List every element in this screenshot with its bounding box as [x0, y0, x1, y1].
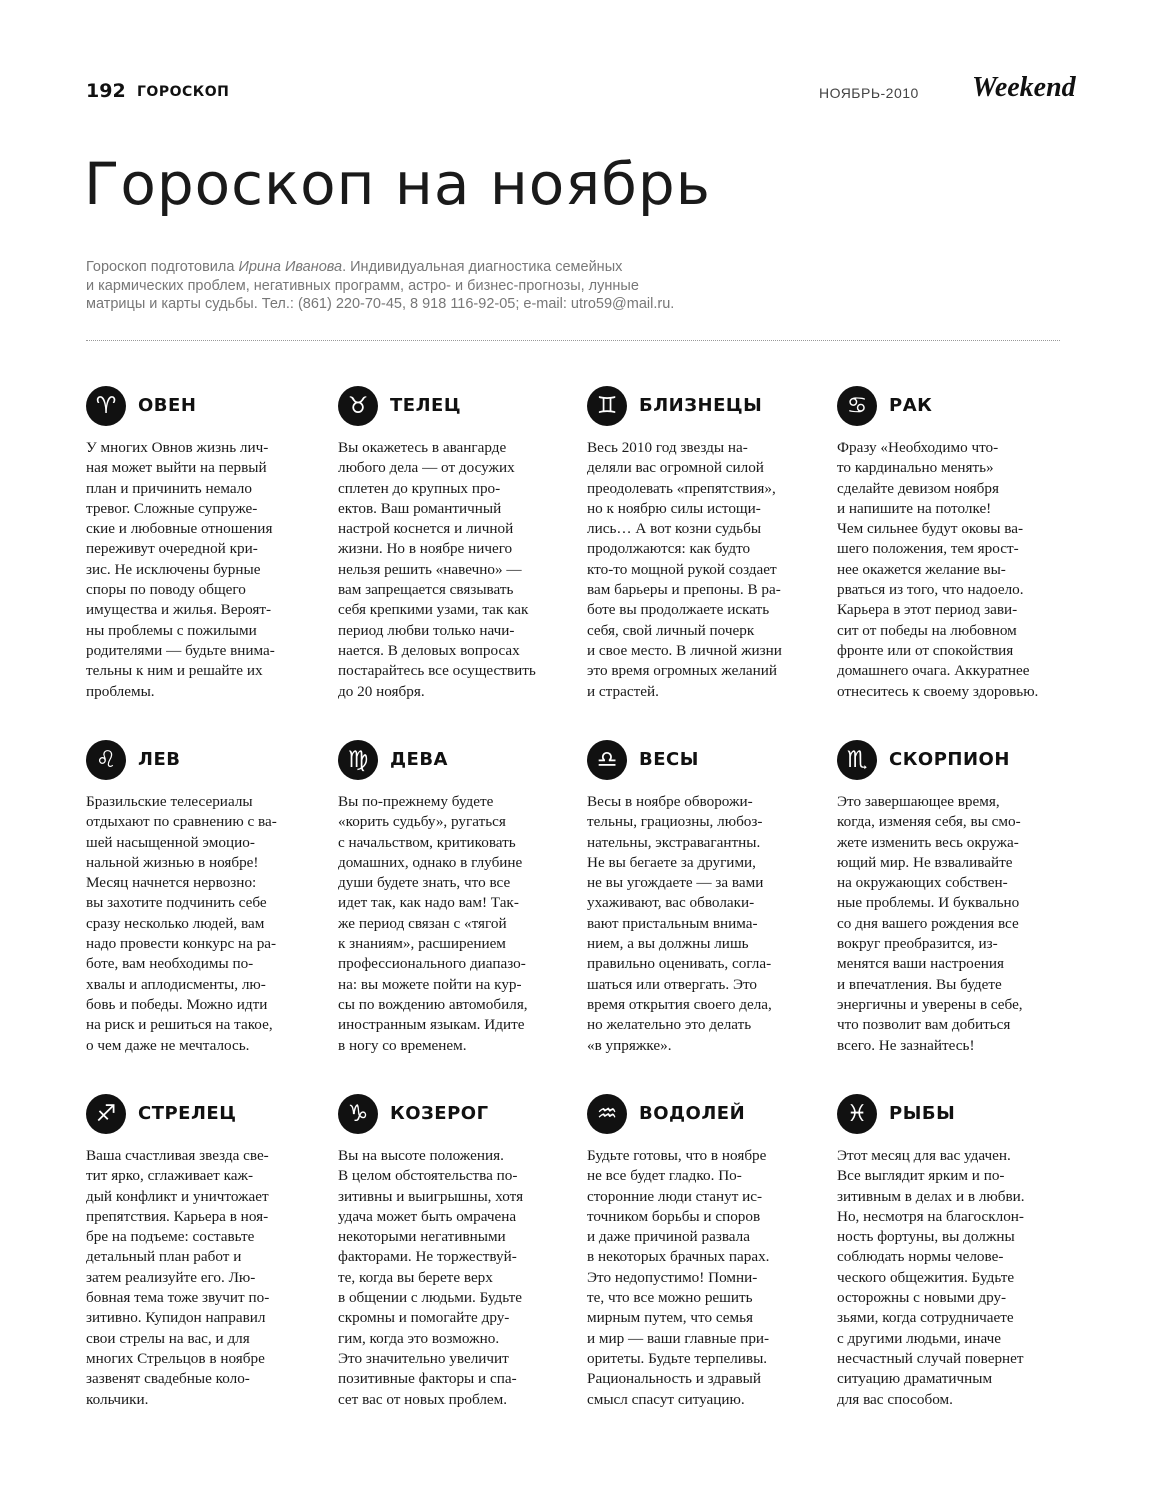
sign-text: Это завершающее время, когда, изменяя себя, вы смо- жете изменить весь окружа- ющий мир. Не взваливайте на окружающих собствен- ные проблемы. И буквально со дня вашего рождения все вокруг преобразится, из- менятся ваши настроения и впечатления. Вы будете энергичны и уверены в себе, что позволит вам добиться всего. Не зазнайтесь!	[837, 793, 1023, 1054]
aquarius-icon: ♒	[587, 1094, 627, 1134]
capricorn-icon: ♑	[338, 1094, 378, 1134]
sign-name: СКОРПИОН	[889, 749, 1010, 770]
virgo-icon: ♍	[338, 740, 378, 780]
libra-icon: ♎	[587, 740, 627, 780]
pisces-icon: ♓	[837, 1094, 877, 1134]
page-title: Гороскоп на ноябрь	[84, 150, 711, 218]
credits-author: Ирина Иванова	[238, 259, 343, 275]
sign-gemini	[587, 386, 812, 702]
sign-name: БЛИЗНЕЦЫ	[639, 395, 763, 416]
sign-pisces	[837, 1094, 1062, 1410]
section-label: ГОРОСКОП	[137, 84, 230, 100]
cancer-icon: ♋	[837, 386, 877, 426]
taurus-icon: ♉	[338, 386, 378, 426]
sign-name: РАК	[889, 395, 933, 416]
sign-text: Вы на высоте положения. В целом обстоятельства по- зитивны и выигрышны, хотя удача может быть омрачена некоторыми негативными факторами. Не торжествуй- те, когда вы берете верх в общении с людьми. Будьте скромны и помогайте дру- гим, когда это возможно. Это значительно увеличит позитивные факторы и спа- сет вас от новых проблем.	[338, 1147, 524, 1408]
sign-name: СТРЕЛЕЦ	[138, 1103, 237, 1124]
page-number: 192	[86, 80, 126, 102]
credits-details: . Индивидуальная диагностика семейных и кармических проблем, негативных программ, астро- и бизнес-прогнозы, лунные матрицы и карты судьбы. Тел.: (861) 220-70-45, 8 918 116-92-05; e-mail: utro59@mail.ru.	[86, 259, 675, 312]
sign-aquarius	[587, 1094, 812, 1410]
sign-taurus	[338, 386, 563, 702]
sign-name: ОВЕН	[138, 395, 197, 416]
sign-scorpio	[837, 740, 1062, 1056]
sign-sagittarius	[86, 1094, 311, 1410]
sign-text: Весь 2010 год звезды на- деляли вас огромной силой преодолевать «препятствия», но к ноябрю силы истощи- лись… А вот козни судьбы продолжаются: как будто кто-то мощной рукой создает вам барьеры и препоны. В ра- боте вы продолжаете искать себя, свой личный почерк и свое место. В личной жизни это время огромных желаний и страстей.	[587, 439, 782, 700]
sign-text: Вы окажетесь в авангарде любого дела — от досужих сплетен до крупных про- ектов. Ваш романтичный настрой коснется и личной жизни. Но в ноябре ничего нельзя решить «навечно» — вам запрещается связывать себя крепкими узами, так как период любви только начи- нается. В деловых вопросах постарайтесь все осуществить до 20 ноября.	[338, 439, 536, 700]
gemini-icon: ♊	[587, 386, 627, 426]
sign-libra	[587, 740, 812, 1056]
dotted-divider	[86, 340, 1060, 341]
aries-icon: ♈	[86, 386, 126, 426]
sagittarius-icon: ♐	[86, 1094, 126, 1134]
sign-text: Бразильские телесериалы отдыхают по сравнению с ва- шей насыщенной эмоцио- нальной жизнью в ноябре! Месяц начнется нервозно: вы захотите подчинить себе сразу несколько людей, вам надо провести конкурс на ра- боте, вам необходимы по- хвалы и аплодисменты, лю- бовь и победы. Можно идти на риск и решиться на такое, о чем даже не мечталось.	[86, 793, 277, 1054]
issue-date: НОЯБРЬ-2010	[819, 85, 919, 101]
sign-name: ЛЕВ	[138, 749, 181, 770]
sign-cancer	[837, 386, 1062, 702]
sign-name: ДЕВА	[390, 749, 448, 770]
sign-text: Вы по-прежнему будете «корить судьбу», ругаться с начальством, критиковать домашних, однако в глубине души будете знать, что все идет так, как надо вам! Так- же период связан с «тягой к знаниям», расширением профессионального диапазо- на: вы можете пойти на кур- сы по вождению автомобиля, иностранным языкам. Идите в ногу со временем.	[338, 793, 528, 1054]
sign-text: Фразу «Необходимо что- то кардинально менять» сделайте девизом ноября и напишите на потолке! Чем сильнее будут оковы ва- шего положения, тем ярост- нее окажется желание вы- рваться из того, что надоело. Карьера в этот период зави- сит от победы на любовном фронте или от спокойствия домашнего очага. Аккуратнее отнеситесь к своему здоровью.	[837, 439, 1039, 700]
sign-name: ВОДОЛЕЙ	[639, 1103, 746, 1124]
sign-name: КОЗЕРОГ	[390, 1103, 489, 1124]
leo-icon: ♌	[86, 740, 126, 780]
credits	[86, 258, 786, 314]
sign-name: ТЕЛЕЦ	[390, 395, 462, 416]
sign-text: Этот месяц для вас удачен. Все выглядит ярким и по- зитивным в делах и в любви. Но, несмотря на благосклон- ность фортуны, вы должны соблюдать нормы челове- ческого общежития. Будьте осторожны с новыми дру- зьями, когда сотрудничаете с другими людьми, иначе несчастный случай повернет ситуацию драматичным для вас способом.	[837, 1147, 1025, 1408]
sign-aries	[86, 386, 311, 702]
sign-name: ВЕСЫ	[639, 749, 699, 770]
sign-leo	[86, 740, 311, 1056]
page-header	[0, 0, 1153, 130]
sign-virgo	[338, 740, 563, 1056]
sign-capricorn	[338, 1094, 563, 1410]
sign-text: Будьте готовы, что в ноябре не все будет гладко. По- сторонние люди станут ис- точником борьбы и споров и даже причиной развала в некоторых брачных парах. Это недопустимо! Помни- те, что все можно решить мирным путем, что семья и мир — ваши главные при- оритеты. Будьте терпеливы. Рациональность и здравый смысл спасут ситуацию.	[587, 1147, 770, 1408]
scorpio-icon: ♏	[837, 740, 877, 780]
sign-name: РЫБЫ	[889, 1103, 956, 1124]
sign-text: Весы в ноябре обворожи- тельны, грациозны, любоз- нательны, экстравагантны. Не вы бегаете за другими, не вы угождаете — за вами ухаживают, вас обволаки- вают пристальным внима- нием, а вы должны лишь правильно оценивать, согла- шаться или отвергать. Это время открытия своего дела, но желательно это делать «в упряжке».	[587, 793, 772, 1054]
credits-prefix: Гороскоп подготовила	[86, 259, 239, 275]
sign-text: У многих Овнов жизнь лич- ная может выйти на первый план и причинить немало тревог. Сложные супруже- ские и любовные отношения переживут очередной кри- зис. Не исключены бурные споры по поводу общего имущества и жилья. Вероят- ны проблемы с пожилыми родителями — будьте внима- тельны к ним и решайте их проблемы.	[86, 439, 275, 700]
brand-logo: Weekend	[972, 72, 1076, 103]
sign-text: Ваша счастливая звезда све- тит ярко, сглаживает каж- дый конфликт и уничтожает препятствия. Карьера в ноя- бре на подъеме: составьте детальный план работ и затем реализуйте его. Лю- бовная тема тоже звучит по- зитивно. Купидон направил свои стрелы на вас, и для многих Стрельцов в ноябре зазвенят свадебные коло- кольчики.	[86, 1147, 270, 1408]
